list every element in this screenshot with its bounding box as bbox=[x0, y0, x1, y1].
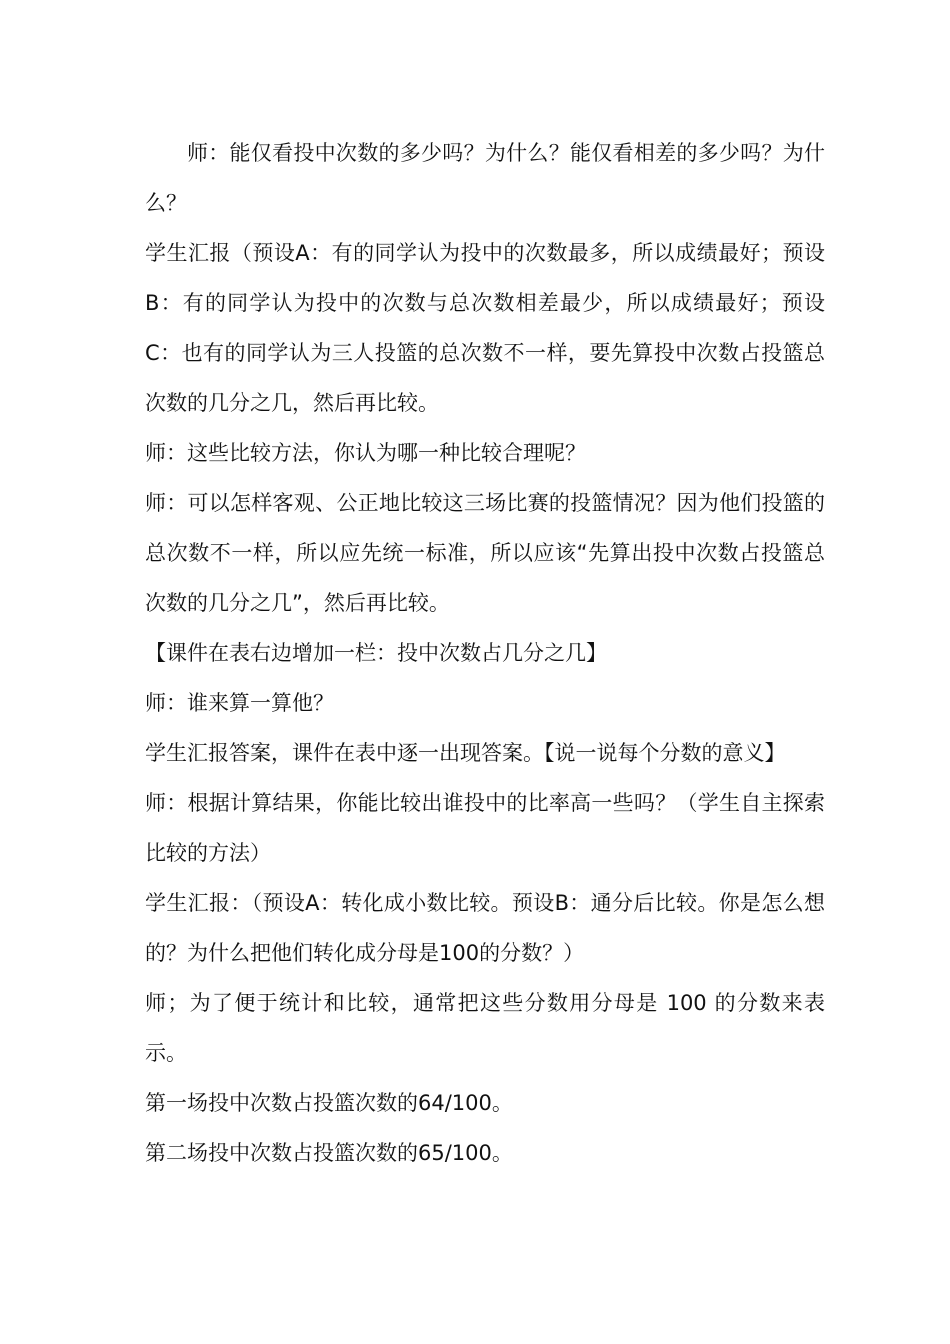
paragraph: 师：这些比较方法，你认为哪一种比较合理呢？ bbox=[145, 441, 586, 465]
paragraph: 师：能仅看投中次数的多少吗？为什么？能仅看相差的多少吗？为什么？ bbox=[145, 141, 825, 215]
paragraph: 第一场投中次数占投篮次数的64/100。 bbox=[145, 1091, 513, 1115]
paragraph: 第二场投中次数占投篮次数的65/100。 bbox=[145, 1141, 513, 1165]
paragraph: 学生汇报：（预设A：转化成小数比较。预设B：通分后比较。你是怎么想的？为什么把他们转化成分母是100的分数？） bbox=[145, 891, 825, 965]
paragraph: 师；为了便于统计和比较，通常把这些分数用分母是 100 的分数来表示。 bbox=[145, 991, 825, 1065]
document-body bbox=[145, 128, 825, 1178]
paragraph: 学生汇报答案，课件在表中逐一出现答案。【说一说每个分数的意义】 bbox=[145, 741, 786, 765]
paragraph: 师：可以怎样客观、公正地比较这三场比赛的投篮情况？因为他们投篮的总次数不一样，所以应先统一标准，所以应该“先算出投中次数占投篮总次数的几分之几”，然后再比较。 bbox=[145, 491, 825, 615]
paragraph: 师：谁来算一算他？ bbox=[145, 691, 334, 715]
paragraph: 学生汇报（预设A：有的同学认为投中的次数最多，所以成绩最好；预设B：有的同学认为投中的次数与总次数相差最少，所以成绩最好；预设C：也有的同学认为三人投篮的总次数不一样，要先算投中次数占投篮总次数的几分之几，然后再比较。 bbox=[145, 241, 825, 415]
paragraph: 【课件在表右边增加一栏：投中次数占几分之几】 bbox=[145, 641, 607, 665]
paragraph: 师：根据计算结果，你能比较出谁投中的比率高一些吗？（学生自主探索比较的方法） bbox=[145, 791, 825, 865]
